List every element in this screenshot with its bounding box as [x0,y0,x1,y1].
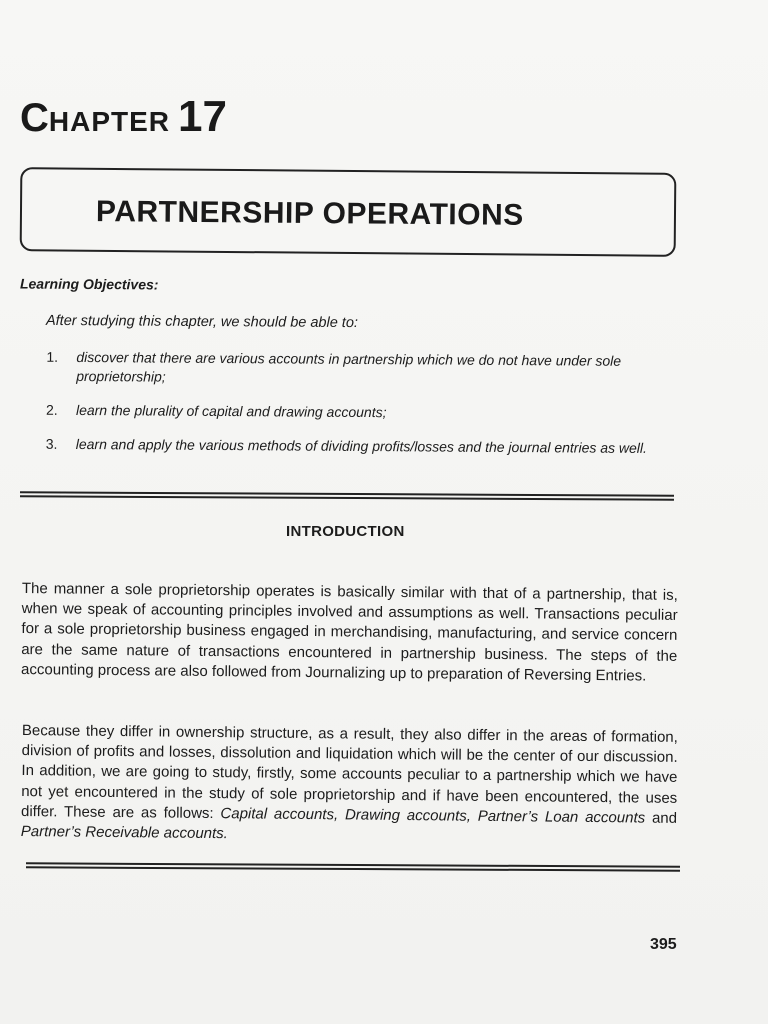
list-item-text: learn and apply the various methods of dividing profits/losses and the journal entries as well. [75,435,648,456]
list-item-text: discover that there are various accounts in partnership which we do not have under sole proprietorship; [76,348,622,385]
partners-loan-accounts-term: Partner’s Loan accounts [477,807,646,827]
capital-accounts-term: Capital accounts, [220,804,339,824]
learning-objectives-intro: After studying this chapter, we should be able to: [45,312,359,332]
learning-objectives-heading: Learning Objectives: [19,275,159,293]
list-item [46,435,686,458]
introduction-paragraph-2 [21,721,678,849]
introduction-paragraph-1: The manner a sole proprietorship operates is basically similar with that of a partnership, that is, when we speak of accounting principles involved and assumptions as well. Transactions peculiar for a sole proprietorship business engaged in merchandising, manufacturing, and service concern are the same nature of transactions encountered in partnership business. The steps of the accounting process are also followed from Journalizing up to preparation of Reversing Entries. [20,579,678,685]
drawing-accounts-term: Drawing accounts, [344,806,472,825]
list-item-number: 3. [45,435,58,452]
page-number: 395 [650,936,677,953]
partners-receivable-accounts-term: Partner’s Receivable accounts. [20,823,228,843]
chapter-word: HAPTER [48,106,171,137]
list-item-text: learn the plurality of capital and drawing accounts; [75,401,387,421]
list-item-number: 2. [45,401,58,418]
paragraph-2-text: Because they differ in ownership structure, as a result, they also differ in the areas of formation, division of profits and losses, dissolution and liquidation which will be the center of our discussion. In addition, we are going to study, firstly, some accounts peculiar to a partnership which we have not yet encountered in the study of sole proprietorship and if have been encountered, the uses differ. These are as follows: [20,721,678,822]
chapter-heading [20,92,227,142]
learning-objectives-list [46,348,687,473]
introduction-heading: INTRODUCTION [286,523,405,540]
chapter-number: 17 [178,92,227,141]
list-item-number: 1. [46,348,59,365]
list-item [46,348,686,390]
conjunction-and: and [651,809,678,827]
chapter-first-letter: C [20,96,49,140]
section-divider-top [20,491,674,500]
section-divider-bottom [26,862,680,871]
chapter-title: PARTNERSHIP OPERATIONS [95,195,524,232]
list-item [46,401,686,424]
